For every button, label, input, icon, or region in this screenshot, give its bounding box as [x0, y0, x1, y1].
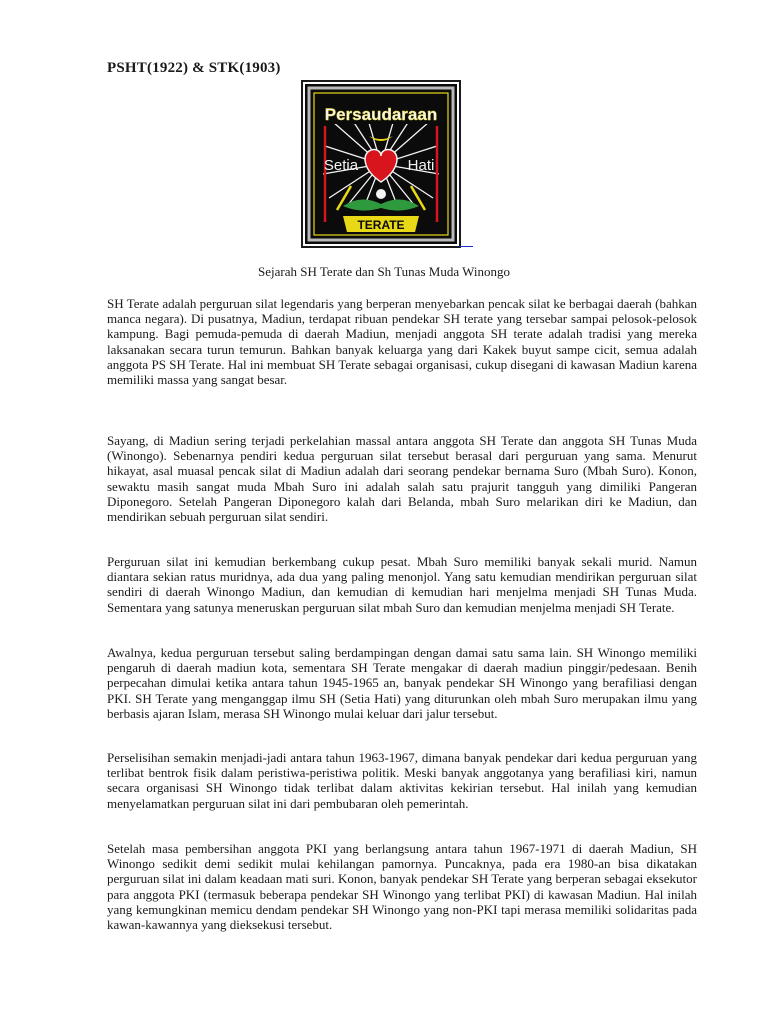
psht-logo-emblem: [303, 82, 459, 246]
paragraph-4: Awalnya, kedua perguruan tersebut saling berdampingan dengan damai satu sama lain. SH Winongo memiliki pengaruh di daerah madiun kota, sementara SH Terate mengakar di daerah madiun pinggir/pedesaan. Benih perpecahan dimulai ketika antara tahun 1945-1965 an, banyak pendekar SH Winongo yang berafiliasi dengan PKI. SH Terate yang menganggap ilmu SH (Setia Hati) yang diturunkan oleh mbah Suro merupakan ilmu yang berbasis ajaran Islam, merasa SH Winongo mulai keluar dari jalur tersebut.: [107, 645, 697, 721]
logo-link-underline[interactable]: [459, 246, 473, 247]
paragraph-5: Perselisihan semakin menjadi-jadi antara tahun 1963-1967, dimana banyak pendekar dari kedua perguruan yang terlibat bentrok fisik dalam peristiwa-peristiwa politik. Meski banyak anggotanya yang berafiliasi kiri, namun secara organisasi SH Winongo tidak terlibat dalam aktivitas kekirian tersebut. Hal inilah yang kemudian menyelamatkan perguruan silat ini dari pembubaran oleh pemerintah.: [107, 750, 697, 811]
logo-bottom-text: TERATE: [357, 218, 405, 232]
paragraph-1: SH Terate adalah perguruan silat legendaris yang berperan menyebarkan pencak silat ke berbagai daerah (bahkan manca negara). Di pusatnya, Madiun, terdapat ribuan pendekar SH terate yang tersebar sampai pelosok-pelosok kampung. Bagi pemuda-pemuda di daerah Madiun, menjadi anggota SH terate adalah tradisi yang mereka laksanakan secara turun temurun. Bahkan banyak keluarga yang dari Kakek buyut sampe cicit, semua adalah anggota PS SH Terate. Hal ini membuat SH Terate sebagai organisasi, cukup disegani di kawasan Madiun karena memiliki massa yang sangat besar.: [107, 296, 697, 388]
logo-left-word: Setia: [323, 157, 359, 174]
page-title: PSHT(1922) & STK(1903): [107, 60, 281, 76]
psht-logo-image: [301, 80, 461, 248]
paragraph-3: Perguruan silat ini kemudian berkembang cukup pesat. Mbah Suro memiliki banyak sekali murid. Namun diantara sekian ratus muridnya, ada dua yang paling menonjol. Yang satu kemudian mendirikan perguruan silat sendiri di daerah Winongo Madiun, dan kemudian di kemudian hari menjelma menjadi SH Tunas Muda. Sementara yang satunya meneruskan perguruan silat mbah Suro dan kemudian menjelma menjadi SH Terate.: [107, 554, 697, 615]
paragraph-6: Setelah masa pembersihan anggota PKI yang berlangsung antara tahun 1967-1971 di daerah Madiun, SH Winongo sedikit demi sedikit mulai kehilangan pamornya. Puncaknya, pada era 1980-an bisa dikatakan perguruan silat ini dalam keadaan mati suri. Konon, banyak pendekar SH Terate yang berperan sebagai eksekutor para anggota PKI (termasuk beberapa pendekar SH Winongo yang terlibat PKI) di kawasan Madiun. Hal inilah yang kemungkinan memicu dendam pendekar SH Winongo yang non-PKI tapi merasa memiliki solidaritas pada kawan-kawannya yang dieksekusi tersebut.: [107, 841, 697, 933]
document-subtitle: Sejarah SH Terate dan Sh Tunas Muda Winongo: [258, 264, 510, 279]
logo-right-word: Hati: [407, 157, 435, 174]
paragraph-2: Sayang, di Madiun sering terjadi perkelahian massal antara anggota SH Terate dan anggota SH Tunas Muda (Winongo). Sebenarnya pendiri kedua perguruan silat tersebut berasal dari perguruan yang sama. Menurut hikayat, asal muasal pencak silat di Madiun adalah dari seorang pendekar bernama Suro (Mbah Suro). Konon, sewaktu masih sangat muda Mbah Suro ini adalah salah satu prajurit tangguh yang dimiliki Pangeran Diponegoro. Setelah Pangeran Diponegoro kalah dari Belanda, mbah Suro melarikan diri ke Madiun, dan mendirikan sebuah perguruan silat sendiri.: [107, 433, 697, 525]
logo-banner-text: Persaudaraan: [324, 105, 438, 124]
logo-lotus-bud: [376, 189, 386, 199]
